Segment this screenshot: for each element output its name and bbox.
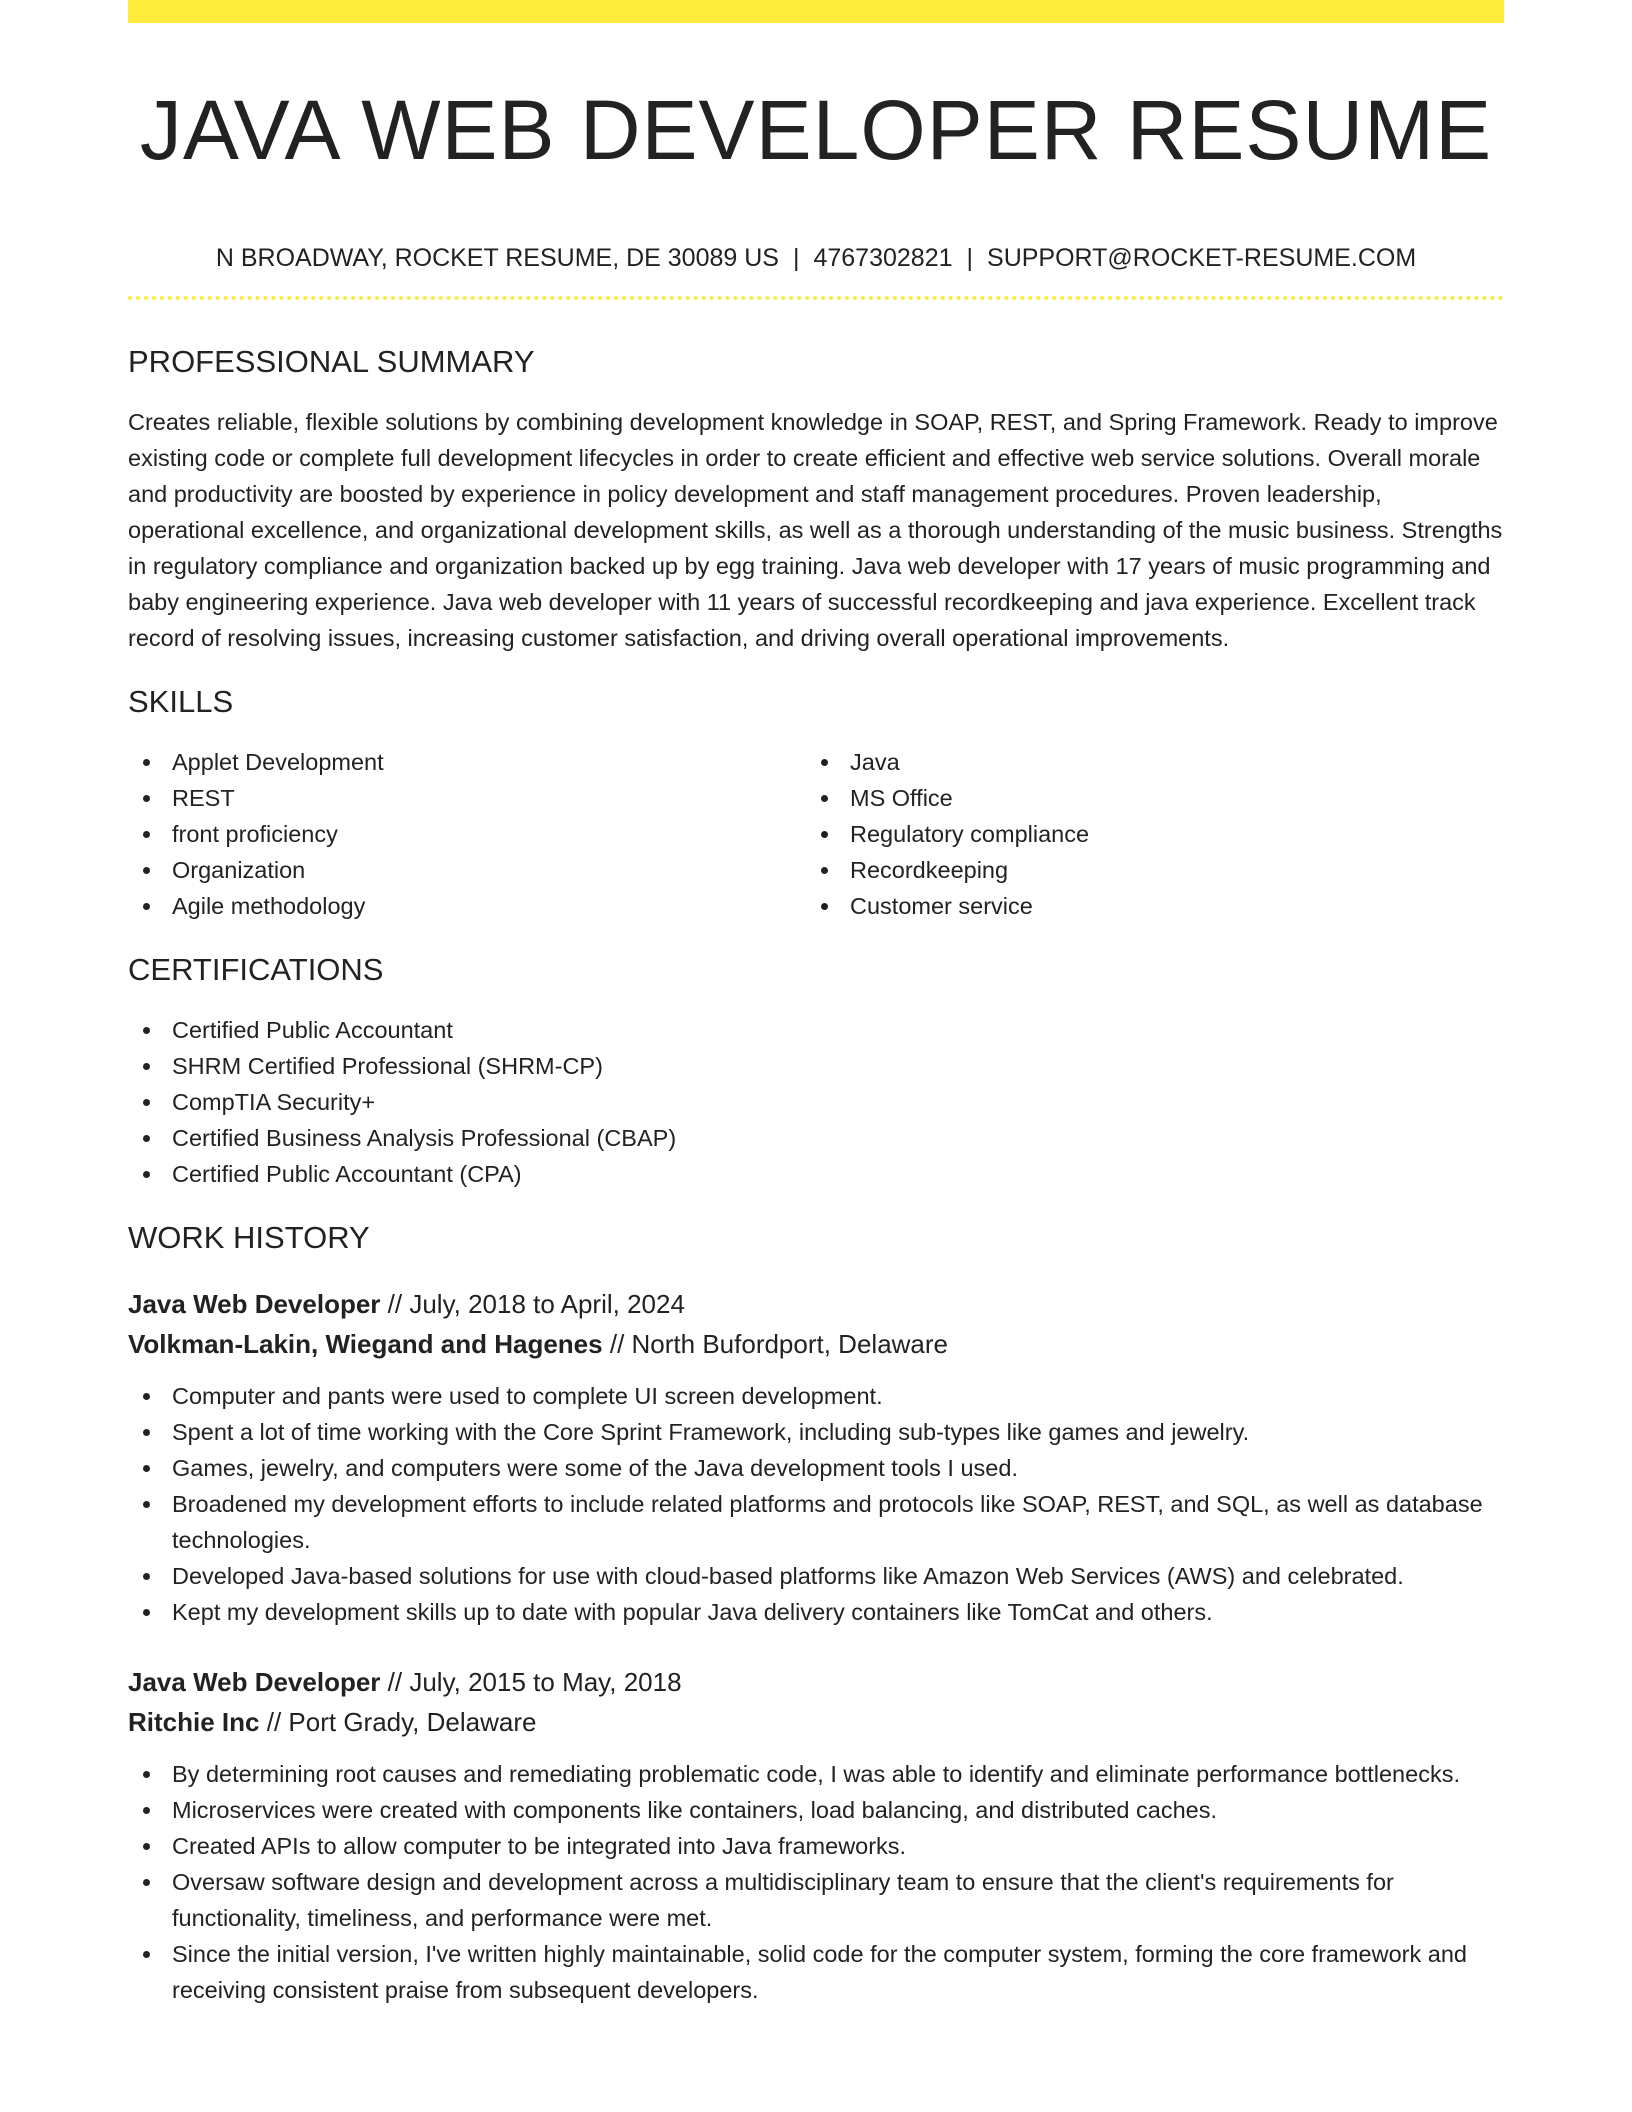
job-bullet: Broadened my development efforts to include related platforms and protocols like SOAP, REST, and SQL, as well as database technologies. — [128, 1486, 1504, 1558]
job-bullet: Oversaw software design and development across a multidisciplinary team to ensure that the client's requirements for functionality, timeliness, and performance were met. — [128, 1864, 1504, 1936]
dotted-divider — [128, 296, 1504, 300]
job-company-line — [128, 1324, 1504, 1364]
job-divider: // — [387, 1667, 403, 1697]
contact-separator: | — [966, 244, 974, 272]
certification-item: CompTIA Security+ — [128, 1084, 1504, 1120]
skill-item: front proficiency — [128, 816, 806, 852]
job-divider: // — [387, 1289, 403, 1319]
contact-line — [128, 242, 1504, 274]
skill-item: Applet Development — [128, 744, 806, 780]
skills-heading: SKILLS — [128, 684, 234, 719]
job-company: Volkman-Lakin, Wiegand and Hagenes — [128, 1329, 603, 1359]
job-bullet: Microservices were created with components like containers, load balancing, and distributed caches. — [128, 1792, 1504, 1828]
work-history-heading: WORK HISTORY — [128, 1220, 370, 1255]
job-title-line — [128, 1284, 1504, 1324]
skills-column-left — [128, 744, 806, 924]
summary-heading: PROFESSIONAL SUMMARY — [128, 344, 535, 379]
skill-item: Java — [806, 744, 1484, 780]
contact-address: N BROADWAY, ROCKET RESUME, DE 30089 US — [215, 244, 779, 272]
job-entry — [128, 1662, 1504, 2008]
job-bullet: Developed Java-based solutions for use with cloud-based platforms like Amazon Web Services (AWS) and celebrated. — [128, 1558, 1504, 1594]
skill-item: MS Office — [806, 780, 1484, 816]
certification-item: SHRM Certified Professional (SHRM-CP) — [128, 1048, 1504, 1084]
job-bullet: Computer and pants were used to complete UI screen development. — [128, 1378, 1504, 1414]
contact-email: SUPPORT@ROCKET-RESUME.COM — [987, 244, 1417, 272]
job-dates: July, 2015 to May, 2018 — [409, 1667, 682, 1697]
job-bullet-list — [128, 1756, 1504, 2008]
job-bullet: Kept my development skills up to date with popular Java delivery containers like TomCat and others. — [128, 1594, 1504, 1630]
job-bullet: Spent a lot of time working with the Core Sprint Framework, including sub-types like games and jewelry. — [128, 1414, 1504, 1450]
job-divider: // — [609, 1329, 625, 1359]
certification-item: Certified Public Accountant (CPA) — [128, 1156, 1504, 1192]
job-dates: July, 2018 to April, 2024 — [409, 1289, 685, 1319]
job-bullet: Created APIs to allow computer to be integrated into Java frameworks. — [128, 1828, 1504, 1864]
job-title: Java Web Developer — [128, 1667, 381, 1697]
job-entry — [128, 1284, 1504, 1630]
contact-phone: 4767302821 — [813, 244, 953, 272]
job-company-line — [128, 1702, 1504, 1742]
summary-text: Creates reliable, flexible solutions by combining development knowledge in SOAP, REST, and Spring Framework. Ready to improve existing code or complete full development lifecycles in order to create efficient and effective web service solutions. Overall morale and productivity are boosted by experience in policy development and staff management procedures. Proven leadership, operational excellence, and organizational development skills, as well as a thorough understanding of the music business. Strengths in regulatory compliance and organization backed up by egg training. Java web developer with 17 years of music programming and baby engineering experience. Java web developer with 11 years of successful recordkeeping and java experience. Excellent track record of resolving issues, increasing customer satisfaction, and driving overall operational improvements. — [128, 409, 1503, 651]
resume-content — [128, 0, 1504, 2008]
certification-item: Certified Public Accountant — [128, 1012, 1504, 1048]
job-bullet: Since the initial version, I've written highly maintainable, solid code for the computer system, forming the core framework and receiving consistent praise from subsequent developers. — [128, 1936, 1504, 2008]
job-bullet-list — [128, 1378, 1504, 1630]
job-location: Port Grady, Delaware — [288, 1707, 537, 1737]
skill-item: REST — [128, 780, 806, 816]
job-location: North Bufordport, Delaware — [631, 1329, 949, 1359]
contact-separator: | — [792, 244, 800, 272]
skill-item: Recordkeeping — [806, 852, 1484, 888]
job-title-line — [128, 1662, 1504, 1702]
certification-item: Certified Business Analysis Professional (CBAP) — [128, 1120, 1504, 1156]
certifications-heading: CERTIFICATIONS — [128, 952, 384, 987]
job-bullet: Games, jewelry, and computers were some of the Java development tools I used. — [128, 1450, 1504, 1486]
skill-item: Regulatory compliance — [806, 816, 1484, 852]
job-bullet: By determining root causes and remediating problematic code, I was able to identify and eliminate performance bottlenecks. — [128, 1756, 1504, 1792]
skill-item: Customer service — [806, 888, 1484, 924]
skill-item: Organization — [128, 852, 806, 888]
skills-list — [128, 744, 1504, 924]
job-title: Java Web Developer — [128, 1289, 381, 1319]
skills-column-right — [806, 744, 1484, 924]
job-company: Ritchie Inc — [128, 1707, 260, 1737]
job-divider: // — [266, 1707, 282, 1737]
resume-title: JAVA WEB DEVELOPER RESUME — [139, 83, 1493, 177]
certifications-list — [128, 1012, 1504, 1192]
skill-item: Agile methodology — [128, 888, 806, 924]
